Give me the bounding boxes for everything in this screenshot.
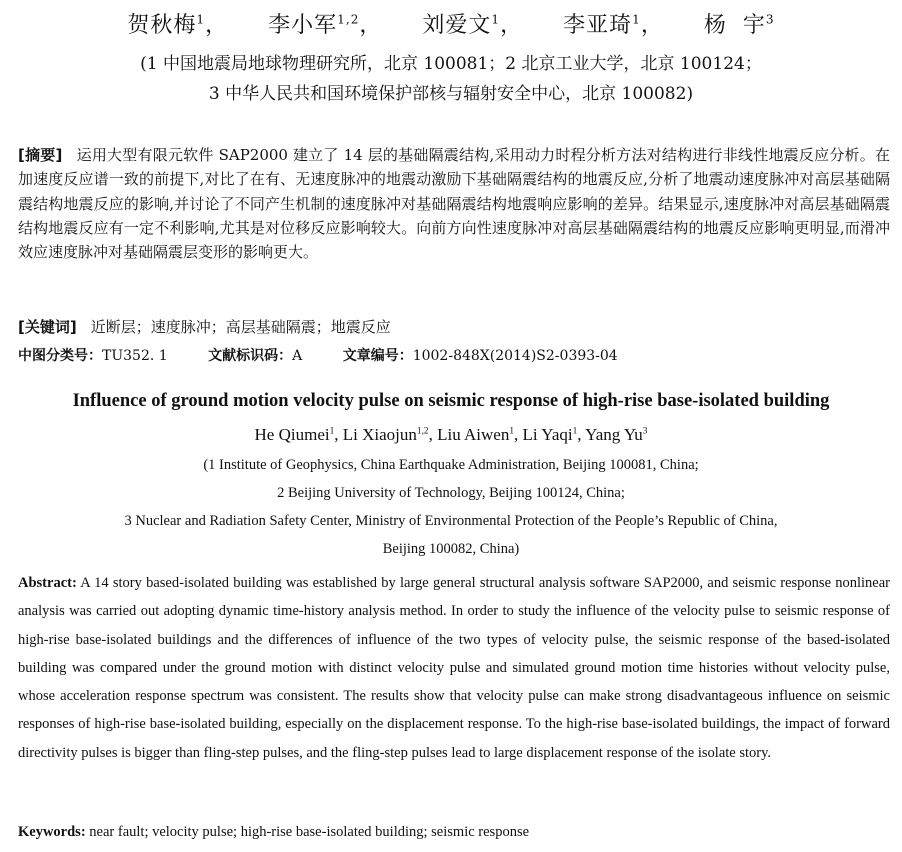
english-affiliation-line: Beijing 100082, China): [382, 541, 520, 557]
chinese-author: 刘爱文$^1$，: [422, 12, 524, 38]
english-author: He Qiumei$^1$,: [254, 425, 343, 444]
english-author: Yang Yu$^3$: [585, 425, 648, 444]
chinese-keywords: [18, 316, 391, 337]
article-number: 文章编号：1002-848X(2014)S2-0393-04: [342, 348, 618, 364]
english-author: Li Yaqi$^1$,: [522, 425, 586, 444]
chinese-keywords-label: [关键词]: [18, 318, 77, 336]
clc-number: 中图分类号：TU352. 1: [18, 348, 168, 364]
english-keywords: [18, 824, 529, 841]
english-title: Influence of ground motion velocity pulse on seismic response of high-rise base-isolated building: [72, 391, 830, 411]
english-affiliation-line: (1 Institute of Geophysics, China Earthquake Administration, Beijing 100081, China;: [203, 457, 699, 473]
chinese-author: 贺秋梅$^1$，: [127, 12, 229, 38]
classification-line: [18, 345, 654, 365]
chinese-affiliation-line: 3 中华人民共和国环境保护部核与辐射安全中心，北京 100082): [208, 84, 694, 104]
english-keywords-text: near fault; velocity pulse; high-rise base-isolated building; seismic response: [89, 824, 530, 840]
english-author: Li Xiaojun$^{1,2}$,: [342, 425, 438, 444]
english-keywords-label: Keywords:: [18, 824, 86, 840]
document-code: 文献标识码：A: [208, 348, 303, 364]
english-affiliation-line: 2 Beijing University of Technology, Beijing 100124, China;: [277, 485, 625, 501]
chinese-abstract-label: [摘要]: [18, 146, 63, 164]
english-abstract-text: A 14 story based-isolated building was established by large general structural analysis software SAP2000, and seismic response nonlinear analysis was carried out adopting dynamic time-history analysis method. In order to study the influence of the velocity pulse to seismic response of high-rise base-isolated buildings and the differences of influence of the two types of velocity pulse, the seismic response of the based-isolated building was compared under the ground motion with distinct velocity pulse and simulated ground motion time histories without velocity pulse, whose acceleration response spectrum was consistent. The results show that velocity pulse can make strong disadvantageous influence on seismic responses of high-rise base-isolated building, especially on the displacement response. To the high-rise base-isolated buildings, the impact of forward directivity pulses is bigger than fling-step pulses, and the fling-step pulses lead to large displacement response of the isolate story.: [18, 575, 890, 761]
english-author-list: [0, 425, 902, 445]
chinese-abstract: [18, 143, 890, 264]
chinese-keywords-text: 近断层；速度脉冲；高层基础隔震；地震反应: [90, 318, 391, 336]
english-abstract-label: Abstract:: [18, 575, 77, 591]
english-abstract: [18, 569, 890, 767]
chinese-author-list: [0, 8, 902, 39]
english-affiliation-line: 3 Nuclear and Radiation Safety Center, Ministry of Environmental Protection of the People’s Republic of China,: [124, 513, 778, 529]
chinese-author: 李小军$^{1,2}$，: [268, 12, 383, 38]
chinese-author: 杨 宇$^3$: [703, 12, 775, 38]
chinese-author: 李亚琦$^1$，: [563, 12, 664, 38]
english-author: Liu Aiwen$^1$,: [437, 425, 523, 444]
chinese-affiliation-line: (1 中国地震局地球物理研究所，北京 100081；2 北京工业大学，北京 100124；: [140, 54, 762, 74]
chinese-abstract-text: 运用大型有限元软件 SAP2000 建立了 14 层的基础隔震结构,采用动力时程分析方法对结构进行非线性地震反应分析。在加速度反应谱一致的前提下,对比了在有、无速度脉冲的地震动激励下基础隔震结构的地震反应,分析了地震动速度脉冲对高层基础隔震结构地震反应的影响,并讨论了不同产生机制的速度脉冲对基础隔震结构地震响应影响的差异。结果显示,速度脉冲对高层基础隔震结构地震反应有一定不利影响,尤其是对位移反应影响较大。向前方向性速度脉冲对高层基础隔震结构的地震反应影响更明显,而滑冲效应速度脉冲对基础隔震层变形的影响更大。: [18, 146, 891, 262]
